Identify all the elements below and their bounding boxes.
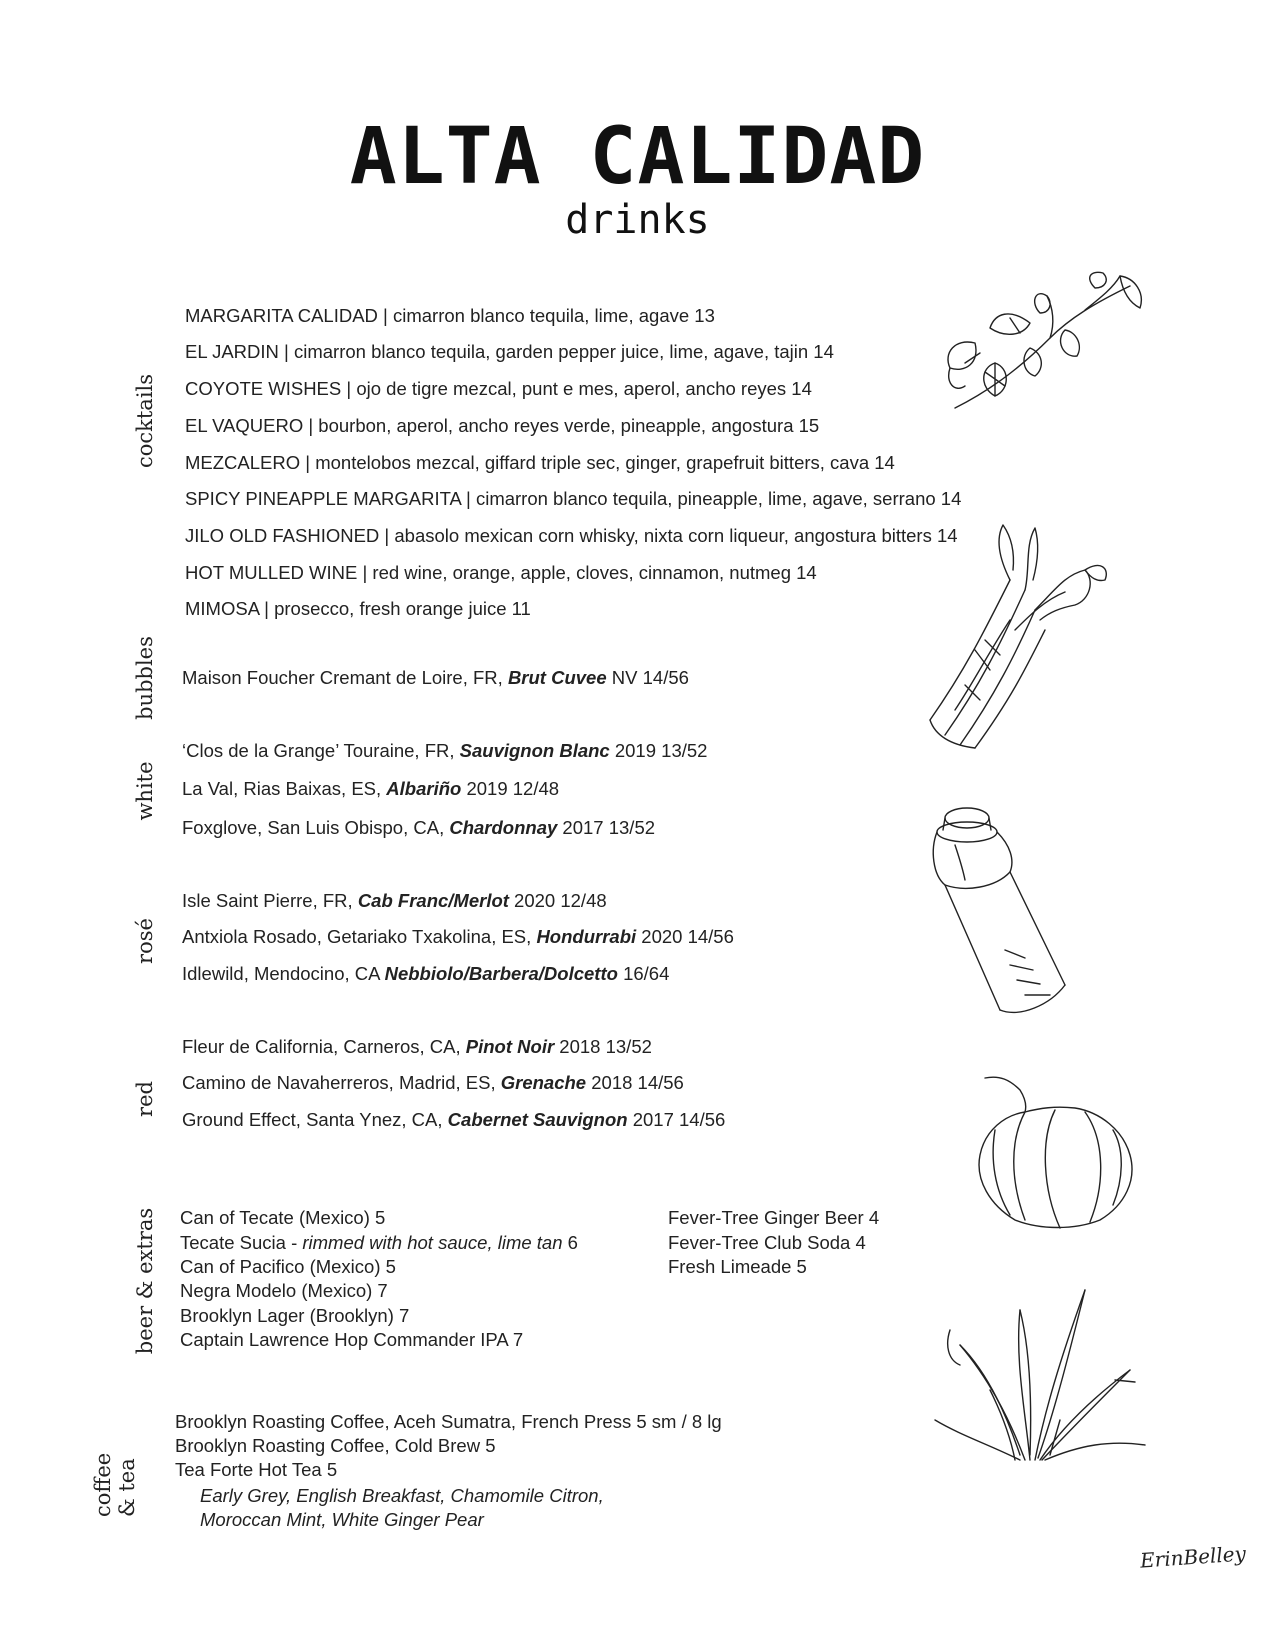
wine-producer: Camino de Navaherreros, Madrid, ES, [182, 1072, 501, 1093]
wine-vintage-price: 2020 12/48 [508, 890, 607, 911]
menu-title: ALTA CALIDAD [349, 112, 926, 202]
wine-vintage-price: 2020 14/56 [636, 926, 734, 947]
beer-name: Can of Tecate (Mexico) 5 [180, 1207, 386, 1228]
cocktail-item: EL JARDIN | cimarron blanco tequila, garden pepper juice, lime, agave, tajin 14 [185, 341, 834, 362]
section-label-red: red [133, 1081, 157, 1117]
red-wine-item [182, 1072, 684, 1094]
wine-varietal: Brut Cuvee [507, 667, 607, 688]
wine-vintage-price: 2019 13/52 [609, 740, 708, 761]
beer-price: 6 [562, 1232, 578, 1253]
beer-item [180, 1256, 396, 1278]
wine-producer: Idlewild, Mendocino, CA [182, 963, 385, 984]
tomatillo-branch-illustration [935, 268, 1150, 418]
artist-signature: ErinBelley [1139, 1541, 1247, 1573]
wine-varietal: Pinot Noir [465, 1036, 555, 1057]
celery-illustration [915, 520, 1115, 750]
cocktail-item: JILO OLD FASHIONED | abasolo mexican corn whisky, nixta corn liqueur, angostura bitters 14 [185, 525, 958, 546]
wine-vintage-price: 2019 12/48 [461, 778, 560, 799]
beer-name: Captain Lawrence Hop Commander IPA 7 [180, 1329, 524, 1350]
section-label-beer: beer & extras [133, 1207, 157, 1355]
beer-item [180, 1232, 578, 1254]
wine-varietal: Cabernet Sauvignon [447, 1109, 628, 1130]
menu-subtitle: drinks [565, 197, 710, 243]
white-wine-item [182, 778, 559, 800]
wine-varietal: Chardonnay [449, 817, 558, 838]
wine-vintage-price: 16/64 [617, 963, 670, 984]
wine-varietal: Cab Franc/Merlot [357, 890, 509, 911]
cocktail-item: SPICY PINEAPPLE MARGARITA | cimarron blanco tequila, pineapple, lime, agave, serrano 14 [185, 488, 962, 509]
cocktail-item: COYOTE WISHES | ojo de tigre mezcal, punt e mes, aperol, ancho reyes 14 [185, 378, 812, 399]
beer-name: Negra Modelo (Mexico) 7 [180, 1280, 388, 1301]
wine-producer: Antxiola Rosado, Getariako Txakolina, ES, [182, 926, 537, 947]
wine-producer: ‘Clos de la Grange’ Touraine, FR, [182, 740, 460, 761]
cocktail-item: MEZCALERO | montelobos mezcal, giffard triple sec, ginger, grapefruit bitters, cava 14 [185, 452, 895, 473]
section-label-white: white [133, 761, 157, 821]
red-wine-item [182, 1036, 652, 1058]
pepper-illustration [965, 1070, 1145, 1235]
wine-vintage-price: 2018 13/52 [554, 1036, 652, 1057]
cocktail-shaker-illustration [925, 800, 1080, 1020]
beer-note: rimmed with hot sauce, lime tan [302, 1232, 563, 1253]
coffee-item: Brooklyn Roasting Coffee, Aceh Sumatra, French Press 5 sm / 8 lg [175, 1411, 722, 1432]
cocktail-item: HOT MULLED WINE | red wine, orange, apple, cloves, cinnamon, nutmeg 14 [185, 562, 817, 583]
wine-varietal: Albariño [386, 778, 462, 799]
section-label-cocktails: cocktails [133, 373, 157, 469]
wine-producer: Ground Effect, Santa Ynez, CA, [182, 1109, 448, 1130]
extra-item: Fresh Limeade 5 [668, 1256, 807, 1277]
tea-flavor-line: Early Grey, English Breakfast, Chamomile Citron, [200, 1485, 604, 1506]
beer-item [180, 1329, 523, 1351]
wine-varietal: Grenache [500, 1072, 587, 1093]
section-label-coffee [91, 1427, 139, 1517]
extra-item: Fever-Tree Ginger Beer 4 [668, 1207, 880, 1228]
white-wine-item [182, 740, 707, 762]
beer-item [180, 1280, 388, 1302]
coffee-item: Brooklyn Roasting Coffee, Cold Brew 5 [175, 1435, 496, 1456]
rose-wine-item [182, 926, 734, 948]
beer-name: Brooklyn Lager (Brooklyn) 7 [180, 1305, 410, 1326]
beer-name: Tecate Sucia - [180, 1232, 303, 1253]
agave-illustration [930, 1270, 1160, 1470]
wine-varietal: Hondurrabi [536, 926, 637, 947]
tea-flavor-line: Moroccan Mint, White Ginger Pear [200, 1509, 484, 1530]
rose-wine-item [182, 890, 607, 912]
red-wine-item [182, 1109, 725, 1131]
wine-producer: Fleur de California, Carneros, CA, [182, 1036, 466, 1057]
cocktail-item: EL VAQUERO | bourbon, aperol, ancho reyes verde, pineapple, angostura 15 [185, 415, 820, 436]
beer-item [180, 1305, 409, 1327]
wine-producer: La Val, Rias Baixas, ES, [182, 778, 387, 799]
cocktail-item: MARGARITA CALIDAD | cimarron blanco tequila, lime, agave 13 [185, 305, 715, 326]
wine-producer: Foxglove, San Luis Obispo, CA, [182, 817, 450, 838]
rose-wine-item [182, 963, 669, 985]
white-wine-item [182, 817, 655, 839]
extra-item: Fever-Tree Club Soda 4 [668, 1232, 866, 1253]
wine-producer: Isle Saint Pierre, FR, [182, 890, 358, 911]
wine-vintage-price: NV 14/56 [606, 667, 689, 688]
wine-producer: Maison Foucher Cremant de Loire, FR, [182, 667, 508, 688]
wine-vintage-price: 2017 13/52 [557, 817, 656, 838]
beer-name: Can of Pacifico (Mexico) 5 [180, 1256, 396, 1277]
coffee-label-line1: coffee [91, 1452, 115, 1517]
wine-varietal: Sauvignon Blanc [459, 740, 610, 761]
section-label-rose: rosé [133, 918, 157, 964]
bubbles-wine-item [182, 667, 689, 689]
wine-vintage-price: 2017 14/56 [627, 1109, 726, 1130]
coffee-label-line2: & tea [115, 1458, 139, 1517]
wine-varietal: Nebbiolo/Barbera/Dolcetto [384, 963, 618, 984]
cocktail-item: MIMOSA | prosecco, fresh orange juice 11 [185, 598, 531, 619]
coffee-item: Tea Forte Hot Tea 5 [175, 1459, 338, 1480]
wine-vintage-price: 2018 14/56 [586, 1072, 684, 1093]
section-label-bubbles: bubbles [133, 636, 157, 720]
beer-item [180, 1207, 385, 1229]
